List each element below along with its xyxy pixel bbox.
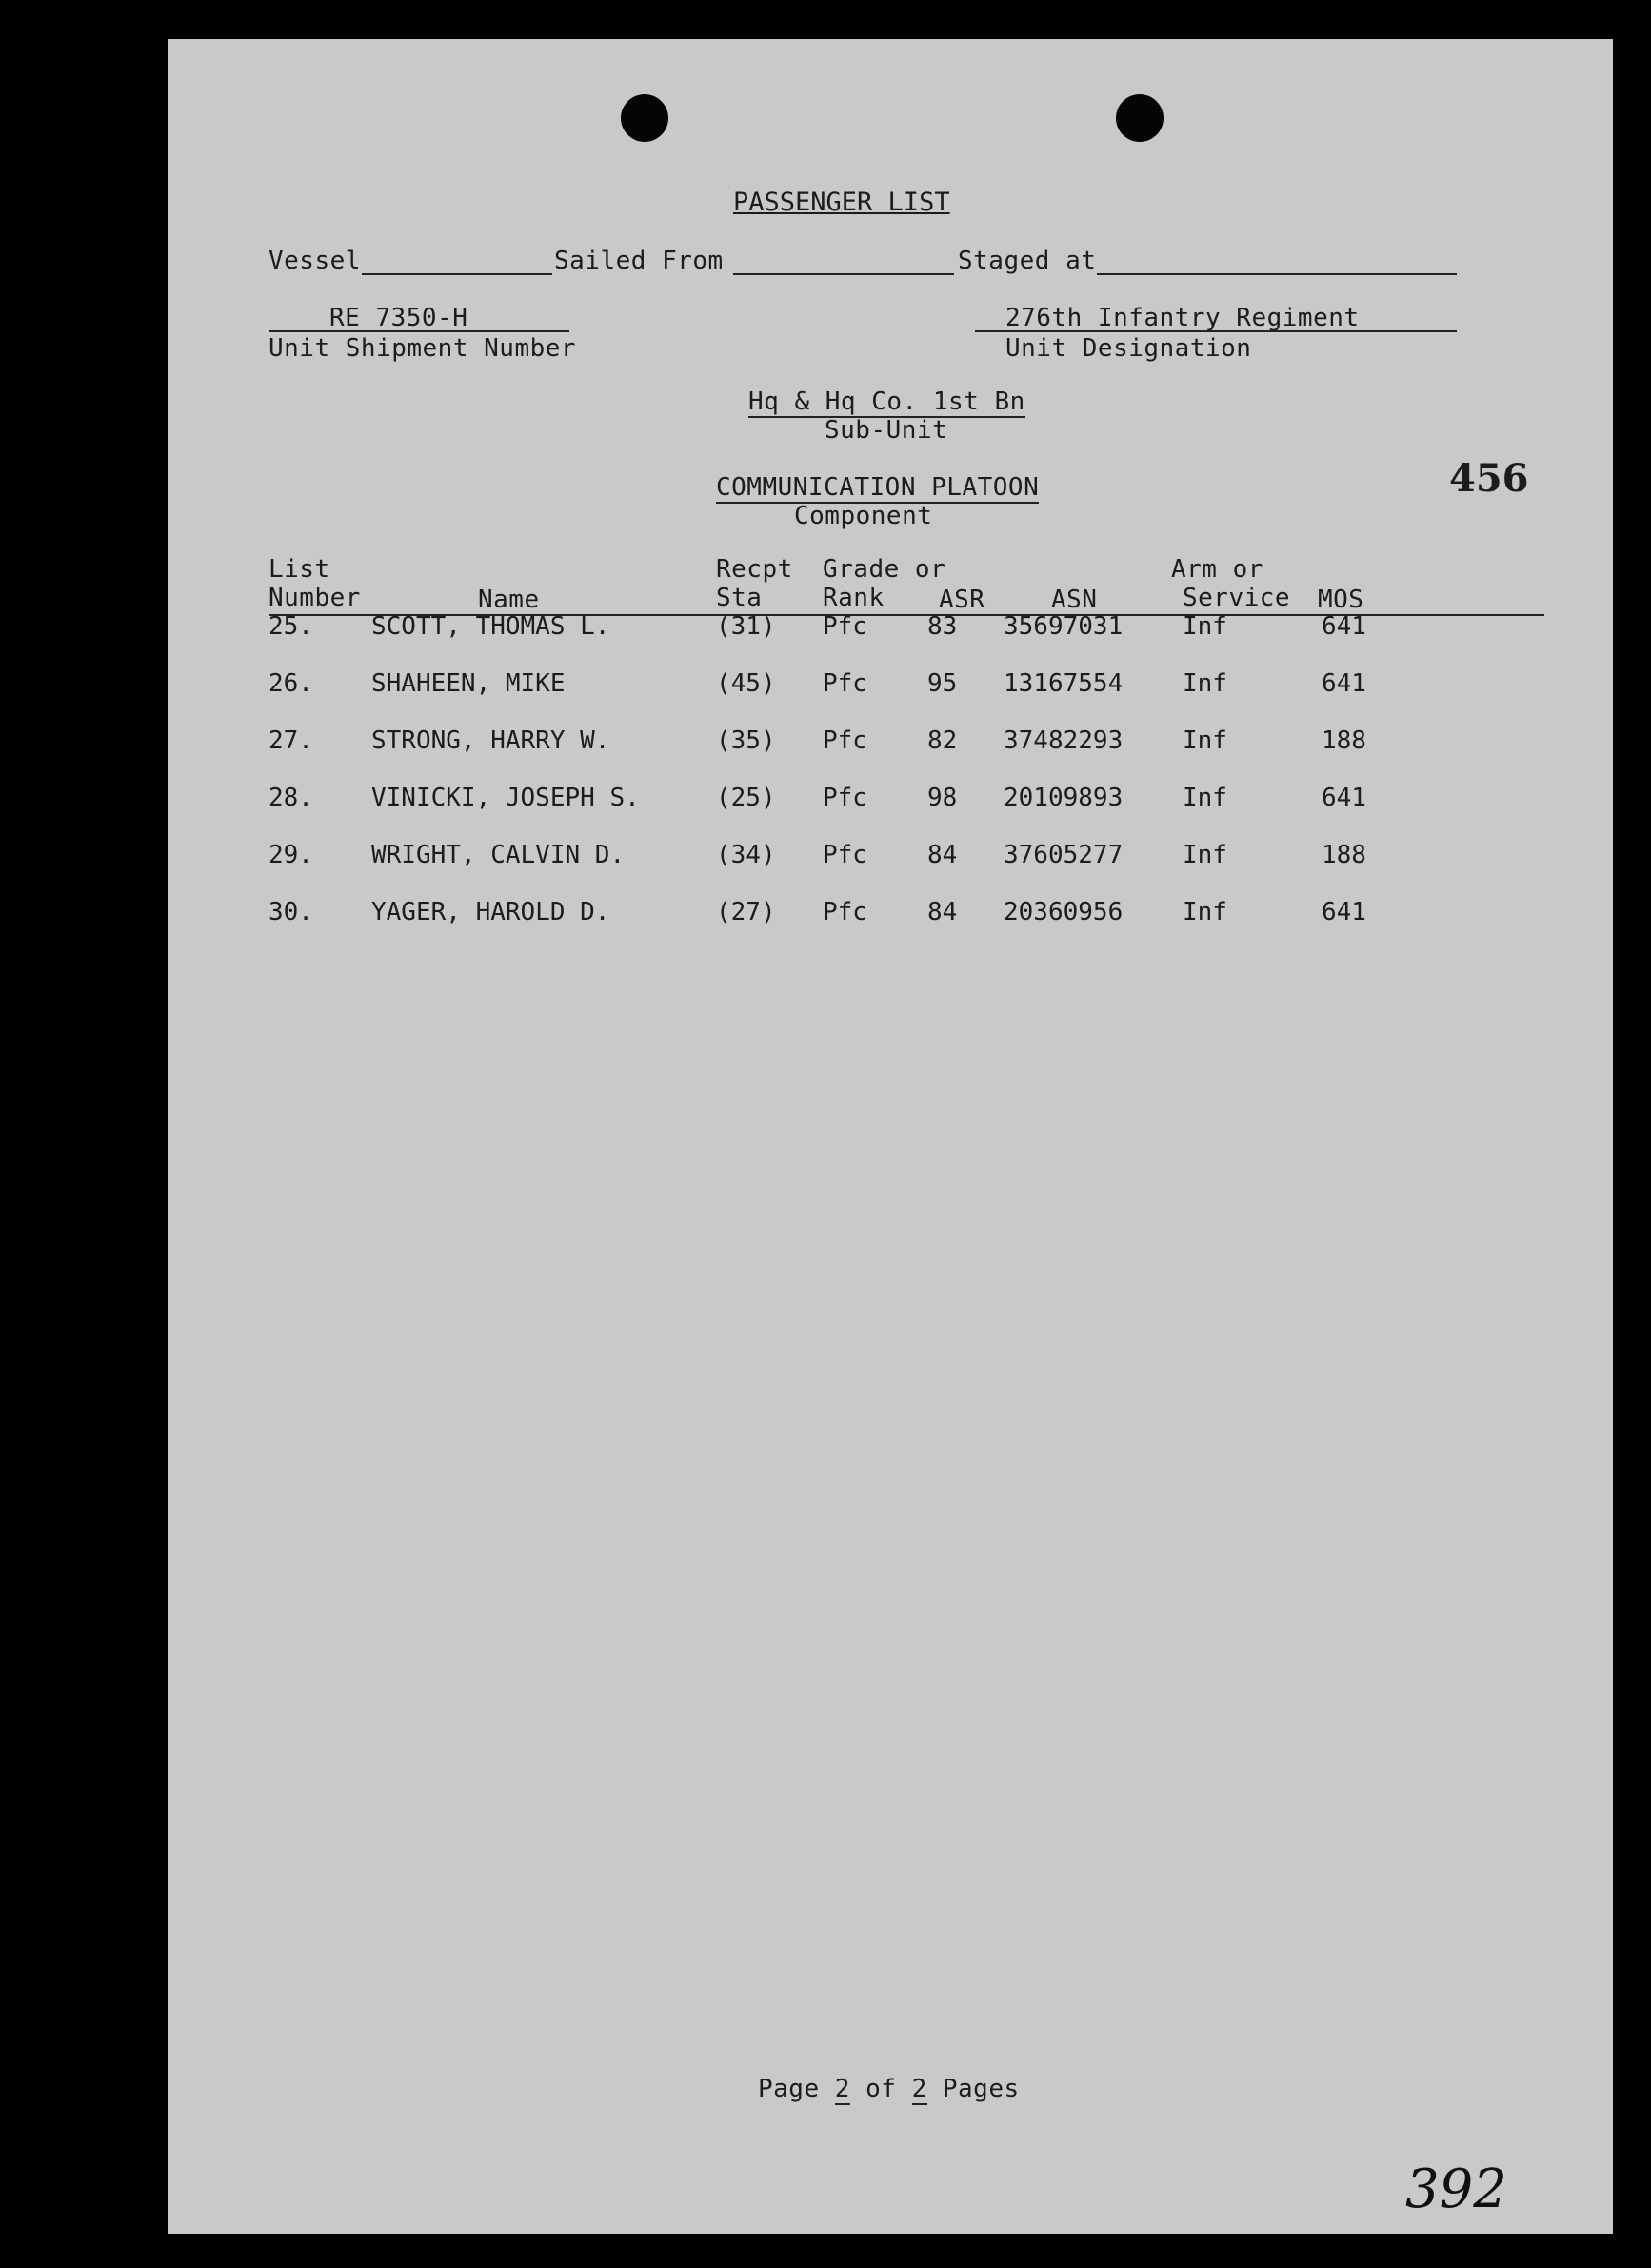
- staged-at-label: Staged at: [958, 247, 1097, 275]
- sailed-from-field-line: [733, 273, 954, 275]
- recpt-sta-cell: (25): [716, 784, 776, 812]
- asr-cell: 84: [927, 898, 958, 926]
- page-total: 2: [911, 2075, 927, 2103]
- recpt-sta-cell: (45): [716, 669, 776, 698]
- asr-cell: 98: [927, 784, 958, 812]
- recpt-sta-cell: (31): [716, 612, 776, 641]
- sailed-from-label: Sailed From: [554, 247, 724, 275]
- header-asr: ASR: [939, 586, 985, 614]
- list-number-cell: 25.: [269, 612, 313, 641]
- grade-cell: Pfc: [823, 612, 867, 641]
- stamp-number: 456: [1449, 456, 1529, 501]
- list-number-cell: 30.: [269, 898, 313, 926]
- name-cell: SHAHEEN, MIKE: [371, 669, 566, 698]
- grade-cell: Pfc: [823, 669, 867, 698]
- page-current: 2: [834, 2075, 850, 2103]
- vessel-label: Vessel: [269, 247, 361, 275]
- recpt-sta-cell: (27): [716, 898, 776, 926]
- header-asn: ASN: [1051, 586, 1098, 614]
- mos-cell: 641: [1322, 784, 1366, 812]
- name-cell: STRONG, HARRY W.: [371, 726, 610, 755]
- header-name: Name: [478, 586, 540, 614]
- arm-service-cell: Inf: [1183, 669, 1227, 698]
- unit-designation-value: 276th Infantry Regiment: [1005, 304, 1360, 332]
- document-title: PASSENGER LIST: [733, 188, 950, 217]
- asn-cell: 13167554: [1004, 669, 1124, 698]
- arm-service-cell: Inf: [1183, 898, 1227, 926]
- punch-hole: [621, 94, 668, 142]
- name-cell: VINICKI, JOSEPH S.: [371, 784, 640, 812]
- unit-designation-label: Unit Designation: [1005, 334, 1252, 363]
- header-recpt: Recpt: [716, 555, 793, 584]
- asn-cell: 20109893: [1004, 784, 1124, 812]
- list-number-cell: 29.: [269, 841, 313, 869]
- arm-service-cell: Inf: [1183, 784, 1227, 812]
- staged-at-field-line: [1097, 273, 1457, 275]
- arm-service-cell: Inf: [1183, 726, 1227, 755]
- punch-hole: [1116, 94, 1164, 142]
- name-cell: WRIGHT, CALVIN D.: [371, 841, 626, 869]
- header-number: Number: [269, 584, 361, 612]
- asr-cell: 95: [927, 669, 958, 698]
- vessel-field-line: [362, 273, 552, 275]
- table-row: [168, 612, 1613, 650]
- shipment-number: RE 7350-H: [329, 304, 468, 332]
- component-label: Component: [794, 502, 933, 530]
- grade-cell: Pfc: [823, 784, 867, 812]
- list-number-cell: 28.: [269, 784, 313, 812]
- sub-unit-label: Sub-Unit: [825, 416, 948, 445]
- pages-label: Pages: [942, 2075, 1020, 2103]
- asn-cell: 20360956: [1004, 898, 1124, 926]
- table-row: [168, 784, 1613, 822]
- mos-cell: 188: [1322, 726, 1366, 755]
- table-row: [168, 841, 1613, 879]
- handwritten-number: 392: [1405, 2159, 1507, 2220]
- header-grade: Grade or: [823, 555, 946, 584]
- name-cell: YAGER, HAROLD D.: [371, 898, 610, 926]
- document-page: [168, 39, 1613, 2234]
- table-row: [168, 726, 1613, 765]
- name-cell: SCOTT, THOMAS L.: [371, 612, 610, 641]
- arm-service-cell: Inf: [1183, 841, 1227, 869]
- asr-cell: 83: [927, 612, 958, 641]
- table-row: [168, 669, 1613, 707]
- asr-cell: 82: [927, 726, 958, 755]
- recpt-sta-cell: (34): [716, 841, 776, 869]
- shipment-label: Unit Shipment Number: [269, 334, 577, 363]
- of-label: of: [865, 2075, 897, 2103]
- mos-cell: 641: [1322, 669, 1366, 698]
- grade-cell: Pfc: [823, 726, 867, 755]
- mos-cell: 188: [1322, 841, 1366, 869]
- header-mos: MOS: [1318, 586, 1364, 614]
- asr-cell: 84: [927, 841, 958, 869]
- arm-service-cell: Inf: [1183, 612, 1227, 641]
- page-footer: [758, 2075, 1020, 2103]
- grade-cell: Pfc: [823, 898, 867, 926]
- asn-cell: 35697031: [1004, 612, 1124, 641]
- mos-cell: 641: [1322, 898, 1366, 926]
- header-arm: Arm or: [1171, 555, 1263, 584]
- asn-cell: 37605277: [1004, 841, 1124, 869]
- header-rank: Rank: [823, 584, 885, 612]
- header-list: List: [269, 555, 330, 584]
- grade-cell: Pfc: [823, 841, 867, 869]
- asn-cell: 37482293: [1004, 726, 1124, 755]
- header-service: Service: [1183, 584, 1291, 612]
- mos-cell: 641: [1322, 612, 1366, 641]
- component-value: COMMUNICATION PLATOON: [716, 473, 1040, 502]
- sub-unit-value: Hq & Hq Co. 1st Bn: [748, 388, 1025, 416]
- list-number-cell: 27.: [269, 726, 313, 755]
- header-sta: Sta: [716, 584, 763, 612]
- table-row: [168, 898, 1613, 936]
- page-label: Page: [758, 2075, 820, 2103]
- recpt-sta-cell: (35): [716, 726, 776, 755]
- list-number-cell: 26.: [269, 669, 313, 698]
